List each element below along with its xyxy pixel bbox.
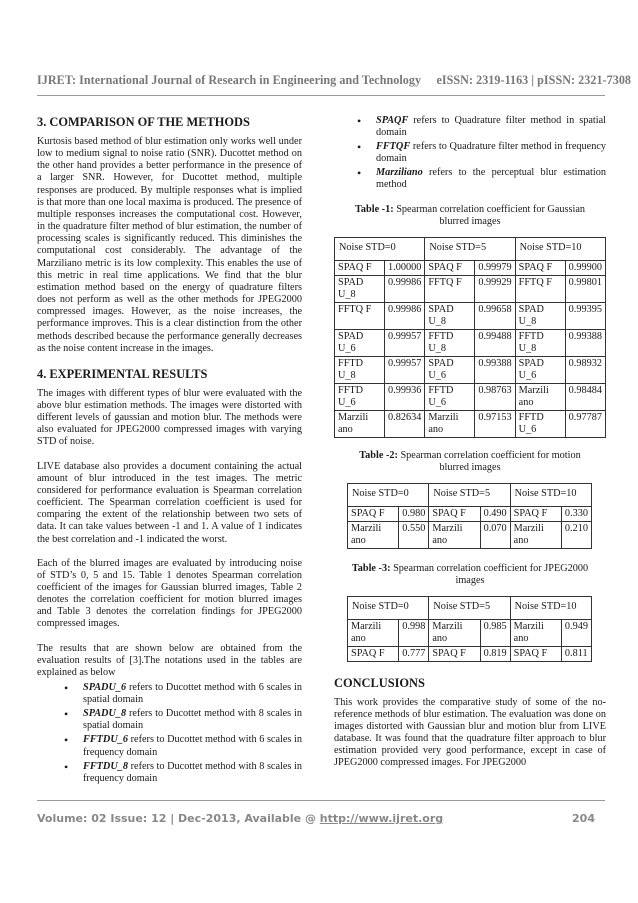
- right-column: [334, 115, 606, 770]
- running-header: [37, 73, 632, 88]
- conclusions-body: This work provides the comparative study of some of the no-reference methods of blur estimation. The evaluation was done on images distorted with Gaussian blur and motion blur from LIVE database. It was found that the quadrature filter approach to blur estimation provided very good performance, except in case of JPEG2000 compressed images. For JPEG2000: [334, 696, 606, 769]
- method-cell: FFTD U_8: [335, 356, 385, 383]
- table-header-cell: Noise STD=0: [348, 596, 429, 619]
- table-row: [335, 275, 606, 302]
- value-cell: 0.490: [480, 506, 510, 521]
- value-cell: 0.980: [399, 506, 429, 521]
- table-header-cell: Noise STD=10: [510, 483, 591, 506]
- method-cell: SPAQ F: [510, 646, 561, 661]
- method-cell: SPAD U_8: [335, 275, 385, 302]
- method-cell: Marzili ano: [429, 619, 480, 646]
- method-cell: SPAD U_6: [515, 356, 565, 383]
- notation-item: • Marziliano refers to the perceptual blur estimation method: [376, 167, 606, 191]
- value-cell: 0.070: [480, 521, 510, 548]
- method-cell: SPAQ F: [429, 506, 480, 521]
- value-cell: 0.550: [399, 521, 429, 548]
- running-footer: [37, 812, 607, 825]
- table-header-cell: Noise STD=5: [425, 237, 515, 260]
- header-rule: [37, 95, 605, 96]
- value-cell: 0.99957: [385, 356, 425, 383]
- value-cell: 0.998: [399, 619, 429, 646]
- table-row: [335, 302, 606, 329]
- table-header-cell: Noise STD=0: [335, 237, 425, 260]
- method-cell: SPAQ F: [335, 260, 385, 275]
- method-cell: Marzili ano: [425, 410, 475, 437]
- table3-caption: Table -3: Spearman correlation coefficient for JPEG2000 images: [351, 562, 589, 587]
- value-cell: 0.985: [480, 619, 510, 646]
- table-header-cell: Noise STD=5: [429, 596, 510, 619]
- section4-paragraph-3: Each of the blurred images are evaluated by introducing noise of STD’s 0, 5 and 15. Table 1 denotes Spearman correlation coefficient of the images for Gaussian blurred images, Table 2 denotes the correlation coefficient for motion blurred images and Table 3 denotes the correlation findings for JPEG2000 compressed images.: [37, 557, 302, 630]
- table-row: [348, 506, 592, 521]
- method-cell: FFTQ F: [425, 275, 475, 302]
- notation-item: • FFTDU_6 refers to Ducottet method with 6 scales in frequency domain: [83, 734, 302, 758]
- table1-caption: Table -1: Spearman correlation coefficient for Gaussian blurred images: [355, 203, 585, 228]
- method-cell: FFTD U_6: [515, 410, 565, 437]
- value-cell: 0.210: [561, 521, 591, 548]
- table-header-row: [348, 483, 592, 506]
- value-cell: 0.99801: [565, 275, 605, 302]
- method-cell: Marzili ano: [429, 521, 480, 548]
- value-cell: 0.99929: [475, 275, 515, 302]
- section3-body: Kurtosis based method of blur estimation only works well under low to medium signal to noise ratio (SNR). Ducottet method on the other hand provides a better performance in the presence of a larger SNR. However, for Ducottet method, multiple responses are produced. By multiple responses what is implied is that more than one local maxima is produced. The presence of multiple responses increases the computational cost. However, in the quadrature filter method of blur estimation, the number of processing scales is significantly reduced. This diminishes the computational cost considerably. The advantage of the Marziliano metric is its low complexity. This enables the use of this metric in real time applications. We find that the blur estimation method based on the energy of quadrature filters does not perform as well as the other methods for JPEG2000 compressed images. However, as the noise increases, the performance improves. This is a clear distinction from the other methods described because the performance generally decreases as the noise content increase in the images.: [37, 136, 302, 354]
- issn: eISSN: 2319-1163 | pISSN: 2321-7308: [436, 73, 632, 87]
- method-cell: SPAQ F: [515, 260, 565, 275]
- method-cell: Marzili ano: [348, 521, 399, 548]
- method-cell: FFTQ F: [515, 275, 565, 302]
- notation-item: • SPADU_8 refers to Ducottet method with 8 scales in spatial domain: [83, 708, 302, 732]
- value-cell: 0.82634: [385, 410, 425, 437]
- table-header-row: [348, 596, 592, 619]
- table2-motion: [347, 483, 592, 549]
- conclusions-title: CONCLUSIONS: [334, 675, 425, 690]
- section4-paragraph-1: The images with different types of blur were evaluated with the above blur estimation methods. The images were distorted with different levels of gaussian and motion blur. The methods were also evaluated for JPEG2000 compressed images with varying STD of noise.: [37, 387, 302, 448]
- value-cell: 0.99658: [475, 302, 515, 329]
- table-row: [348, 521, 592, 548]
- value-cell: 0.330: [561, 506, 591, 521]
- method-cell: SPAD U_8: [425, 302, 475, 329]
- table-row: [335, 329, 606, 356]
- value-cell: 0.99986: [385, 275, 425, 302]
- page-number: 204: [572, 812, 595, 825]
- method-cell: SPAQ F: [348, 646, 399, 661]
- journal-name: IJRET: International Journal of Research in Engineering and Technology: [37, 73, 422, 87]
- table-row: [335, 410, 606, 437]
- method-cell: FFTD U_6: [335, 383, 385, 410]
- value-cell: 0.99395: [565, 302, 605, 329]
- value-cell: 0.98763: [475, 383, 515, 410]
- volume-info: Volume: 02 Issue: 12 | Dec-2013, Available @: [37, 812, 320, 825]
- value-cell: 1.00000: [385, 260, 425, 275]
- left-column: [37, 115, 302, 787]
- method-cell: Marzili ano: [510, 619, 561, 646]
- table-row: [335, 356, 606, 383]
- value-cell: 0.777: [399, 646, 429, 661]
- notation-item: • SPAQF refers to Quadrature filter method in spatial domain: [376, 115, 606, 139]
- notation-list: [37, 682, 302, 785]
- footer-rule: [37, 800, 605, 801]
- table-row: [348, 619, 592, 646]
- value-cell: 0.99986: [385, 302, 425, 329]
- value-cell: 0.99979: [475, 260, 515, 275]
- method-cell: SPAQ F: [429, 646, 480, 661]
- notation-list-continued: [334, 115, 606, 192]
- method-cell: FFTQ F: [335, 302, 385, 329]
- value-cell: 0.97153: [475, 410, 515, 437]
- method-cell: Marzili ano: [335, 410, 385, 437]
- table-header-cell: Noise STD=10: [510, 596, 591, 619]
- method-cell: Marzili ano: [510, 521, 561, 548]
- value-cell: 0.99488: [475, 329, 515, 356]
- method-cell: SPAD U_8: [515, 302, 565, 329]
- section4-paragraph-2: LIVE database also provides a document containing the actual amount of blur introduced in the test images. The metric considered for performance evaluation is Spearman correlation coefficient. The Spearman correlation coefficient is used for comparing the extent of the relationship between two sets of data. It can take values between -1 and 1. A value of 1 indicates the best correlation and -1 indicated the worst.: [37, 460, 302, 545]
- method-cell: SPAD U_6: [335, 329, 385, 356]
- table-header-cell: Noise STD=10: [515, 237, 605, 260]
- value-cell: 0.99936: [385, 383, 425, 410]
- value-cell: 0.99388: [565, 329, 605, 356]
- table2-caption: Table -2: Spearman correlation coefficient for motion blurred images: [359, 449, 581, 474]
- value-cell: 0.98484: [565, 383, 605, 410]
- table-row: [335, 383, 606, 410]
- method-cell: SPAQ F: [348, 506, 399, 521]
- section3-title: 3. COMPARISON OF THE METHODS: [37, 115, 250, 129]
- table3-jpeg2000: [347, 596, 592, 662]
- value-cell: 0.949: [561, 619, 591, 646]
- value-cell: 0.99957: [385, 329, 425, 356]
- section4-title: 4. EXPERIMENTAL RESULTS: [37, 366, 208, 381]
- method-cell: FFTD U_8: [425, 329, 475, 356]
- value-cell: 0.811: [561, 646, 591, 661]
- value-cell: 0.99900: [565, 260, 605, 275]
- table-row: [335, 260, 606, 275]
- notation-item: • FFTQF refers to Quadrature filter method in frequency domain: [376, 141, 606, 165]
- value-cell: 0.98932: [565, 356, 605, 383]
- method-cell: SPAQ F: [510, 506, 561, 521]
- table-header-cell: Noise STD=5: [429, 483, 510, 506]
- value-cell: 0.97787: [565, 410, 605, 437]
- method-cell: FFTD U_6: [425, 383, 475, 410]
- method-cell: Marzili ano: [348, 619, 399, 646]
- method-cell: SPAD U_6: [425, 356, 475, 383]
- value-cell: 0.99388: [475, 356, 515, 383]
- table1-gaussian: [334, 237, 606, 438]
- journal-link[interactable]: http://www.ijret.org: [319, 812, 444, 825]
- method-cell: FFTD U_8: [515, 329, 565, 356]
- method-cell: SPAQ F: [425, 260, 475, 275]
- section4-paragraph-4: The results that are shown below are obtained from the evaluation results of [3].The notations used in the tables are explained as below: [37, 642, 302, 678]
- table-row: [348, 646, 592, 661]
- notation-item: • SPADU_6 refers to Ducottet method with 6 scales in spatial domain: [83, 682, 302, 706]
- notation-item: • FFTDU_8 refers to Ducottet method with 8 scales in frequency domain: [83, 761, 302, 785]
- table-header-cell: Noise STD=0: [348, 483, 429, 506]
- table-header-row: [335, 237, 606, 260]
- value-cell: 0.819: [480, 646, 510, 661]
- method-cell: Marzili ano: [515, 383, 565, 410]
